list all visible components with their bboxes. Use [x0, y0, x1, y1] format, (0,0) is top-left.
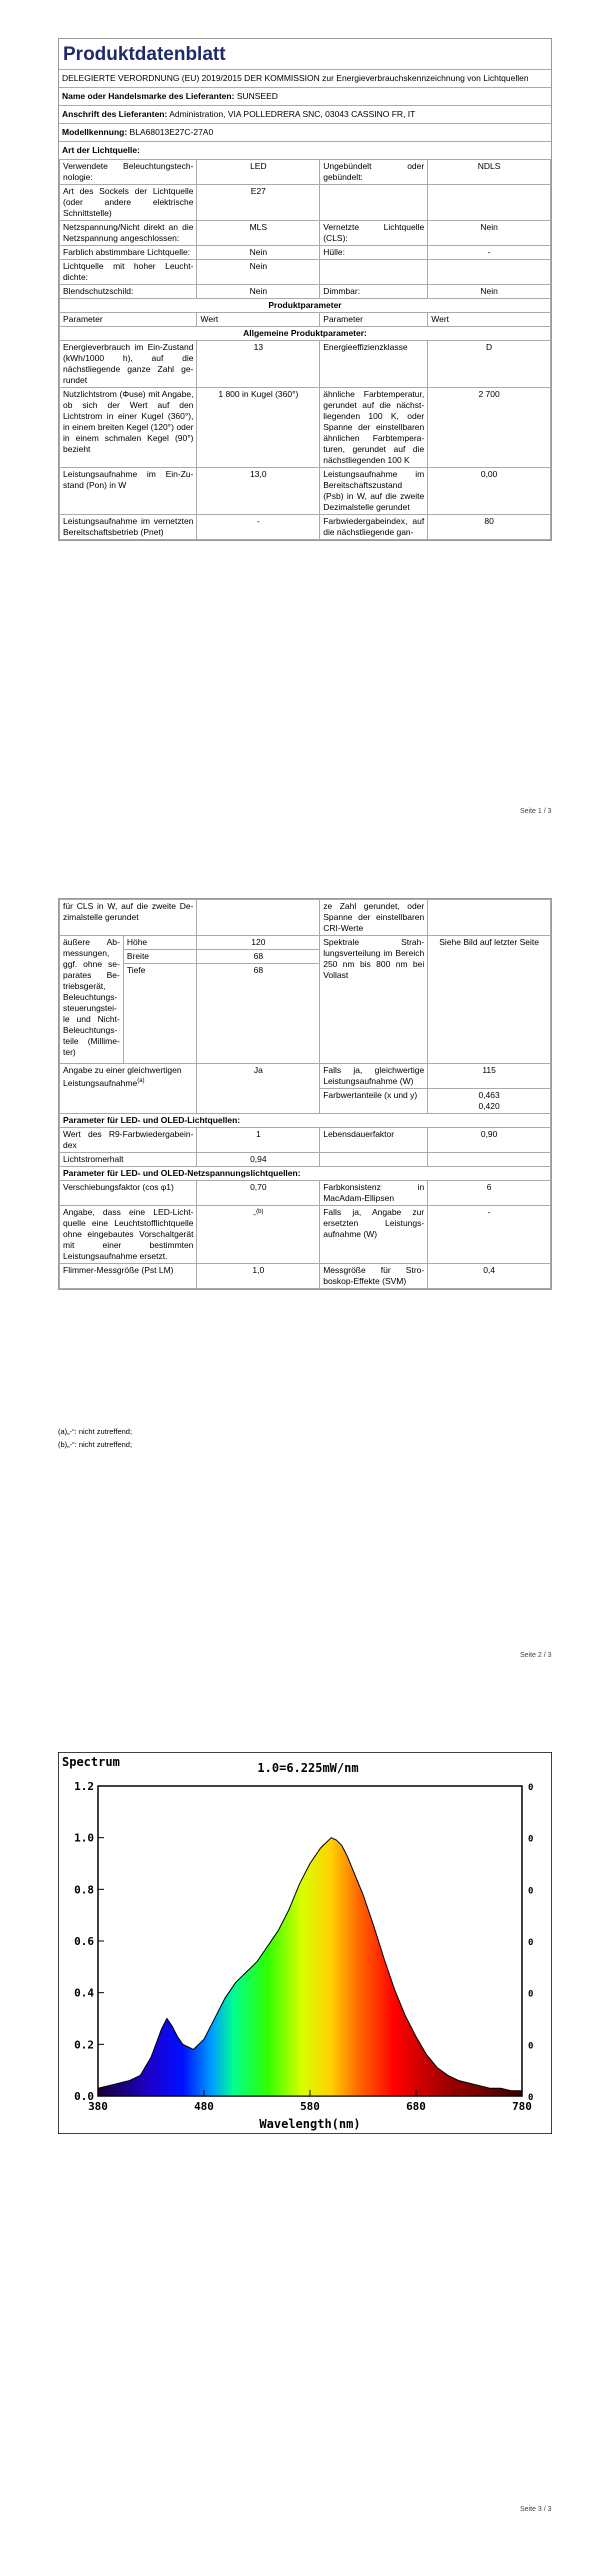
- table-cell: Nein: [197, 246, 320, 260]
- table-cell: Nein: [428, 285, 551, 299]
- table-cell: Farbwiedergabeindex, auf die nächstliegende gan-: [320, 515, 428, 540]
- right-tick-label: 0: [528, 2041, 534, 2052]
- product-params-header: Produktparameter: [60, 299, 551, 313]
- footnote-a: (a)„-“: nicht zutreffend;: [58, 1427, 133, 1436]
- x-tick-label: 380: [88, 2100, 108, 2113]
- table-cell: MLS: [197, 221, 320, 246]
- y-tick-label: 0.2: [74, 2038, 94, 2052]
- table-cell: 13: [197, 341, 320, 388]
- table-row: [60, 260, 551, 285]
- dim-name: Tiefe: [123, 964, 197, 1064]
- page-number: Seite 3 / 3: [520, 2506, 552, 2513]
- table-cell: D: [428, 341, 551, 388]
- strobe-value: 0,4: [428, 1264, 551, 1289]
- y-tick-label: 0.4: [74, 1986, 94, 2000]
- supplier-label: Name oder Handelsmarke des Lieferanten:: [62, 91, 235, 101]
- table-row: [60, 1206, 551, 1264]
- datasheet-page-2: [58, 898, 552, 1290]
- dim-name: Höhe: [123, 936, 197, 950]
- type-table: [59, 159, 551, 540]
- table-cell: für CLS in W, auf die zweite Dezimalstelle gerundet: [60, 900, 197, 936]
- table-cell: E27: [197, 185, 320, 221]
- section-header-row: [60, 327, 551, 341]
- table-row: [60, 468, 551, 515]
- right-tick-label: 0: [528, 1989, 534, 2000]
- x-tick-label: 580: [300, 2100, 320, 2113]
- chart-title: Spectrum: [62, 1755, 120, 1769]
- model-value: BLA68013E27C-27A0: [129, 127, 214, 137]
- table-cell: [428, 185, 551, 221]
- table-cell: Nein: [197, 285, 320, 299]
- right-tick-label: 0: [528, 1938, 534, 1948]
- table-row: [60, 221, 551, 246]
- flicker-value: 1,0: [197, 1264, 320, 1289]
- strobe-label: Messgröße für Stroboskop-Effekte (SVM): [320, 1264, 428, 1289]
- right-tick-label: 0: [528, 1783, 534, 1793]
- table-cell: Verwendete Beleuchtungstechnologie:: [60, 160, 197, 185]
- table-cell: Nutzlichtstrom (Φuse) mit Angabe, ob sich der Wert auf den Lichtstrom in einer Kugel (360°), in einem breiten Kegel (120°) oder in einem schmalen Kegel (90°) bezieht: [60, 388, 197, 468]
- table-cell: Blendschutzschild:: [60, 285, 197, 299]
- table-cell: Nein: [428, 221, 551, 246]
- table-cell: Leistungsaufnahme im Bereitschaftszustand (Psb) in W, auf die zweite Dezimalstelle gerundet: [320, 468, 428, 515]
- flux-maint-value: 0,94: [197, 1153, 320, 1167]
- led-params-header: Parameter für LED- und OLED-Lichtquellen:: [60, 1114, 551, 1128]
- section-header-row: [60, 1114, 551, 1128]
- table-cell: Art des Sockels der Lichtquelle (oder andere elektrische Schnittstelle): [60, 185, 197, 221]
- y-tick-label: 0.8: [74, 1883, 94, 1897]
- col-param: Parameter: [60, 313, 197, 327]
- y-tick-label: 0.6: [74, 1935, 94, 1948]
- equiv-value: Ja: [197, 1064, 320, 1114]
- model-row: [59, 123, 551, 141]
- page-number: Seite 1 / 3: [520, 808, 552, 815]
- table-cell: [60, 1064, 197, 1114]
- spectral-label: Spektrale Strahlungsverteilung im Bereich 250 nm bis 800 nm bei Vollast: [320, 936, 428, 1064]
- equiv-label: Angabe zu einer gleichwertigen Leistungsaufnahme: [63, 1065, 182, 1088]
- shift-label: Verschiebungsfaktor (cos φ1): [60, 1181, 197, 1206]
- table-row: [60, 1128, 551, 1153]
- address-row: [59, 105, 551, 123]
- footnote-mark: (b): [256, 1209, 264, 1215]
- right-tick-label: 0: [528, 1886, 534, 1897]
- spectrum-chart: [58, 1752, 552, 2134]
- table-cell: 0,00: [428, 468, 551, 515]
- table-row: [60, 900, 551, 936]
- table-row: [60, 160, 551, 185]
- general-params-header: Allgemeine Produktparameter:: [60, 327, 551, 341]
- right-tick-label: 0: [528, 2093, 534, 2103]
- col-param: Parameter: [320, 313, 428, 327]
- table-cell: LED: [197, 160, 320, 185]
- table-row: [60, 246, 551, 260]
- life-value: 0,90: [428, 1128, 551, 1153]
- mains-params-header: Parameter für LED- und OLED-Netzspannungslichtquellen:: [60, 1167, 551, 1181]
- table-cell: 2 700: [428, 388, 551, 468]
- y-tick-label: 0.0: [74, 2090, 94, 2103]
- replace-label: Angabe, dass eine LED-Lichtquelle eine Leuchtstofflichtquelle ohne eingebautes Vorschaltgerät mit einer bestimmten Leistungsaufnahme ersetzt.: [60, 1206, 197, 1264]
- shift-value: 0,70: [197, 1181, 320, 1206]
- table-cell: Nein: [197, 260, 320, 285]
- table-row: [60, 515, 551, 540]
- table-cell: Lichtquelle mit hoher Leuchtdichte:: [60, 260, 197, 285]
- dim-value: 68: [197, 950, 320, 964]
- table-cell: Leistungsaufnahme im vernetzten Bereitschaftsbetrieb (Pnet): [60, 515, 197, 540]
- type-table-body: [60, 160, 551, 540]
- table-cell: Hülle:: [320, 246, 428, 260]
- table-cell: [428, 900, 551, 936]
- table-row: [60, 1264, 551, 1289]
- table-cell: Vernetzte Lichtquelle (CLS):: [320, 221, 428, 246]
- footnote-mark: (a): [137, 1078, 145, 1084]
- col-value: Wert: [428, 313, 551, 327]
- type-label: Art der Lichtquelle:: [62, 145, 140, 155]
- equiv-power-label: Falls ja, gleichwertige Leistungsaufnahme (W): [320, 1064, 428, 1089]
- table-cell: [320, 185, 428, 221]
- datasheet-page-1: [58, 38, 552, 541]
- table-row: [60, 1064, 551, 1089]
- table-cell: Netzspannung/Nicht direkt an die Netzspannung angeschlossen:: [60, 221, 197, 246]
- equiv-power-value: 115: [428, 1064, 551, 1089]
- life-label: Lebensdauerfaktor: [320, 1128, 428, 1153]
- address-value: Administration, VIA POLLEDRERA SNC, 03043 CASSINO FR, IT: [169, 109, 416, 119]
- table-cell: 1 800 in Kugel (360°): [197, 388, 320, 468]
- supplier-row: [59, 87, 551, 105]
- x-tick-label: 680: [406, 2100, 426, 2113]
- table-cell: [428, 1153, 551, 1167]
- table-cell: [320, 260, 428, 285]
- replace-power-label: Falls ja, Angabe zur ersetzten Leistungsaufnahme (W): [320, 1206, 428, 1264]
- macadam-value: 6: [428, 1181, 551, 1206]
- dim-name: Breite: [123, 950, 197, 964]
- supplier-value: SUNSEED: [236, 91, 278, 101]
- col-value: Wert: [197, 313, 320, 327]
- page-number: Seite 2 / 3: [520, 1652, 552, 1659]
- replace-value: -: [253, 1208, 257, 1219]
- x-tick-label: 480: [194, 2100, 214, 2113]
- dims-label: äußere Abmessungen, ggf. ohne separates Betriebsgerät, Beleuchtungssteuerungsteile und Nicht-Beleuchtungsteile (Millimeter): [60, 936, 124, 1064]
- table-row: [60, 936, 551, 950]
- table-cell: [197, 900, 320, 936]
- replace-power-value: -: [428, 1206, 551, 1264]
- chroma-label: Farbwertanteile (x und y): [320, 1089, 428, 1114]
- table-cell: 80: [428, 515, 551, 540]
- table-row: [60, 388, 551, 468]
- section-header-row: [60, 299, 551, 313]
- table-cell: ze Zahl gerundet, oder Spanne der einstellbaren CRI-Werte: [320, 900, 428, 936]
- table-cell: 13,0: [197, 468, 320, 515]
- r9-label: Wert des R9-Farbwiedergabeindex: [60, 1128, 197, 1153]
- flux-maint-label: Lichtstromerhalt: [60, 1153, 197, 1167]
- table-cell: -: [197, 515, 320, 540]
- chroma-x: 0,463: [478, 1090, 500, 1100]
- table-cell: [197, 1206, 320, 1264]
- macadam-label: Farbkonsistenz in MacAdam-Ellipsen: [320, 1181, 428, 1206]
- table-row: [60, 285, 551, 299]
- regulation-text: DELEGIERTE VERORDNUNG (EU) 2019/2015 DER KOMMISSION zur Energieverbrauchskennzeichnung von Lichtquellen: [59, 69, 551, 87]
- table-cell: [320, 1153, 428, 1167]
- table-row: [60, 1181, 551, 1206]
- table-cell: NDLS: [428, 160, 551, 185]
- y-tick-label: 1.0: [74, 1831, 94, 1845]
- page-title: Produktdatenblatt: [63, 44, 226, 65]
- address-label: Anschrift des Lieferanten:: [62, 109, 168, 119]
- chroma-values: [428, 1089, 551, 1114]
- table-cell: Ungebündelt oder gebündelt:: [320, 160, 428, 185]
- table-cell: Farblich abstimmbare Lichtquelle:: [60, 246, 197, 260]
- table-row: [60, 185, 551, 221]
- table-cell: Dimmbar:: [320, 285, 428, 299]
- table-row: [60, 1153, 551, 1167]
- footnote-b: (b)„-“: nicht zutreffend;: [58, 1440, 133, 1449]
- section-header-row: [60, 1167, 551, 1181]
- table-cell: Energieverbrauch im Ein-Zustand (kWh/1000 h), auf die nächstliegende ganze Zahl gerundet: [60, 341, 197, 388]
- type-row: [59, 141, 551, 159]
- x-tick-label: 780: [512, 2100, 532, 2113]
- right-tick-label: 0: [528, 1834, 534, 1845]
- y-tick-label: 1.2: [74, 1780, 94, 1793]
- params-table-body: [60, 900, 551, 1289]
- params-table-continued: [59, 899, 551, 1289]
- table-cell: Energieeffizienzklasse: [320, 341, 428, 388]
- table-cell: -: [428, 246, 551, 260]
- dim-value: 120: [197, 936, 320, 950]
- dim-value: 68: [197, 964, 320, 1064]
- flicker-label: Flimmer-Messgröße (Pst LM): [60, 1264, 197, 1289]
- column-header-row: [60, 313, 551, 327]
- spectral-value: Siehe Bild auf letzter Seite: [428, 936, 551, 1064]
- footnotes: [58, 1425, 132, 1451]
- table-cell: ähnliche Farbtemperatur, gerundet auf die nächstliegenden 100 K, oder Spanne der einstellbaren ähnlichen Farbtemperaturen, gerundet auf die nächstliegenden 100 K: [320, 388, 428, 468]
- chart-annotation: 1.0=6.225mW/nm: [257, 1761, 359, 1775]
- table-cell: Leistungsaufnahme im Ein-Zustand (Pon) in W: [60, 468, 197, 515]
- model-label: Modellkennung:: [62, 127, 128, 137]
- table-row: [60, 341, 551, 388]
- x-axis-label: Wavelength(nm): [259, 2117, 361, 2131]
- table-cell: [428, 260, 551, 285]
- chroma-y: 0,420: [478, 1101, 500, 1111]
- r9-value: 1: [197, 1128, 320, 1153]
